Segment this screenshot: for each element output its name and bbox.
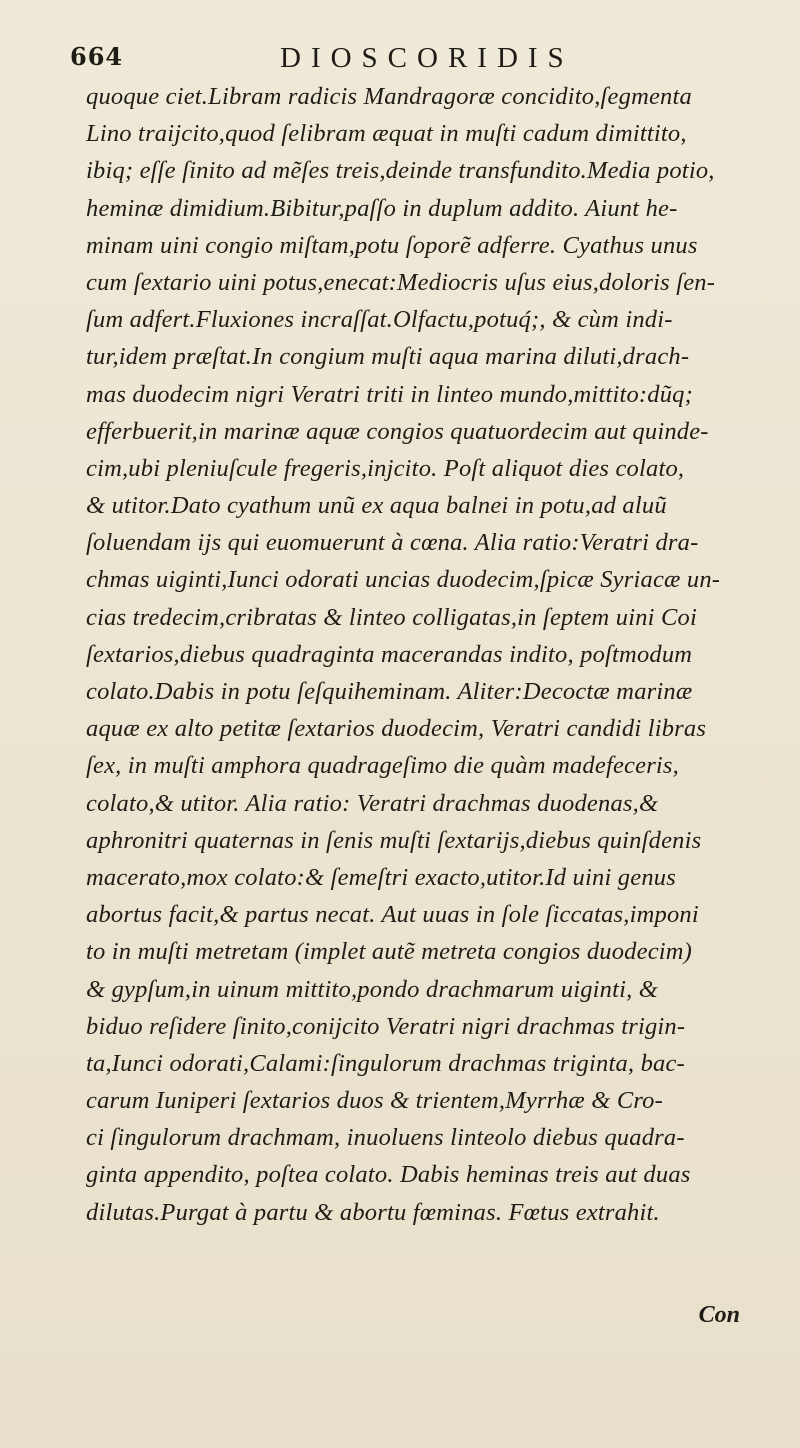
text-line-content: quoque ciet.Libram radicis Mandragoræ concidito,ſegmenta: [86, 83, 692, 110]
text-line: [86, 190, 774, 227]
text-line: [86, 301, 774, 338]
text-line: [86, 673, 774, 710]
text-line-content: dilutas.Purgat à partu & abortu fœminas. Fœtus extrahit.: [86, 1198, 660, 1226]
page-header: [70, 42, 750, 82]
text-line: [86, 1008, 774, 1045]
text-line-content: heminæ dimidium.Bibitur,paſſo in duplum addito. Aiunt he-: [86, 194, 678, 222]
text-line: [86, 636, 774, 673]
text-line: [86, 1045, 774, 1082]
text-line-content: cias tredecim,cribratas & linteo colligatas,in ſeptem uini Coi: [86, 603, 697, 631]
text-line: [86, 376, 774, 413]
text-line-content: ta,Iunci odorati,Calami:ſingulorum drachmas triginta, bac-: [86, 1049, 685, 1077]
text-line: [86, 115, 774, 152]
text-line-content: ginta appendito, poſtea colato. Dabis heminas treis aut duas: [86, 1161, 691, 1189]
text-line: [86, 599, 774, 636]
text-line: [86, 785, 774, 822]
text-line-content: ſoluendam ijs qui euomuerunt à cœna. Alia ratio:Veratri dra-: [86, 529, 699, 557]
text-line-content: colato.Dabis in potu ſeſquiheminam. Aliter:Decoctæ marinæ: [86, 678, 693, 705]
catchword: Con: [698, 1302, 740, 1328]
text-line-content: aphronitri quaternas in ſenis muſti ſextarijs,diebus quinſdenis: [86, 826, 702, 854]
text-line-content: carum Iuniperi ſextarios duos & trientem,Myrrhæ & Cro-: [86, 1087, 663, 1115]
text-line-content: cim,ubi pleniuſcule fregeris,injcito. Poſt aliquot dies colato,: [86, 454, 685, 482]
text-line-content: colato,& utitor. Alia ratio: Veratri drachmas duodenas,&: [86, 789, 659, 817]
text-line-content: & gypſum,in uinum mittito,pondo drachmarum uiginti, &: [86, 975, 659, 1003]
text-line: [86, 896, 774, 933]
text-line-content: ſex, in muſti amphora quadrageſimo die quàm madefeceris,: [86, 752, 679, 780]
text-line-content: Lino traijcito,quod ſelibram æquat in muſti cadum dimittito,: [86, 120, 687, 148]
text-line: [86, 1156, 774, 1193]
text-line: [86, 747, 774, 784]
body-text: [86, 78, 774, 1231]
text-line: [86, 450, 774, 487]
text-line: [86, 561, 774, 598]
page-number: 664: [70, 42, 124, 71]
text-line: [86, 1119, 774, 1156]
text-line: [86, 710, 774, 747]
text-line-content: ibiq; eſſe ſinito ad mẽſes treis,deinde transfundito.Media potio,: [86, 157, 715, 185]
text-line-content: abortus facit,& partus necat. Aut uuas in ſole ſiccatas,imponi: [86, 901, 699, 929]
text-line: [86, 1082, 774, 1119]
text-line: [86, 524, 774, 561]
text-line-content: & utitor.Dato cyathum unũ ex aqua balnei in potu,ad aluũ: [86, 492, 667, 520]
text-line: [86, 1194, 774, 1231]
text-line-content: to in muſti metretam (implet autẽ metreta congios duodecim): [86, 938, 693, 966]
text-line: [86, 152, 774, 189]
text-line-content: biduo reſidere ſinito,conijcito Veratri nigri drachmas trigin-: [86, 1012, 686, 1040]
running-title: DIOSCORIDIS: [280, 42, 574, 74]
text-line-content: ſum adfert.Fluxiones incraſſat.Olfactu,potuq́;, & cùm indi-: [86, 306, 673, 334]
text-line-content: tur,idem præſtat.In congium muſti aqua marina diluti,drach-: [86, 343, 690, 371]
text-line-content: mas duodecim nigri Veratri triti in linteo mundo,mittito:dũq;: [86, 380, 693, 408]
text-line: [86, 933, 774, 970]
text-line: [86, 227, 774, 264]
text-line-content: chmas uiginti,Iunci odorati uncias duodecim,ſpicæ Syriacæ un-: [86, 566, 721, 594]
text-line-content: minam uini congio miſtam,potu ſoporẽ adferre. Cyathus unus: [86, 231, 698, 259]
text-line: [86, 487, 774, 524]
text-line: [86, 971, 774, 1008]
text-line-content: aquæ ex alto petitæ ſextarios duodecim, Veratri candidi libras: [86, 715, 707, 743]
text-line-content: cum ſextario uini potus,enecat:Mediocris uſus eius,doloris ſen-: [86, 268, 716, 296]
text-line-content: macerato,mox colato:& ſemeſtri exacto,utitor.Id uini genus: [86, 863, 676, 891]
text-line: [86, 338, 774, 375]
text-line: [86, 822, 774, 859]
text-line-content: efferbuerit,in marinæ aquæ congios quatuordecim aut quinde-: [86, 417, 709, 445]
text-line: [86, 264, 774, 301]
text-line: [86, 78, 774, 115]
text-line: [86, 859, 774, 896]
text-line: [86, 413, 774, 450]
text-line-content: ci ſingulorum drachmam, inuoluens linteolo diebus quadra-: [86, 1124, 685, 1152]
text-line-content: ſextarios,diebus quadraginta macerandas indito, poſtmodum: [86, 640, 693, 668]
